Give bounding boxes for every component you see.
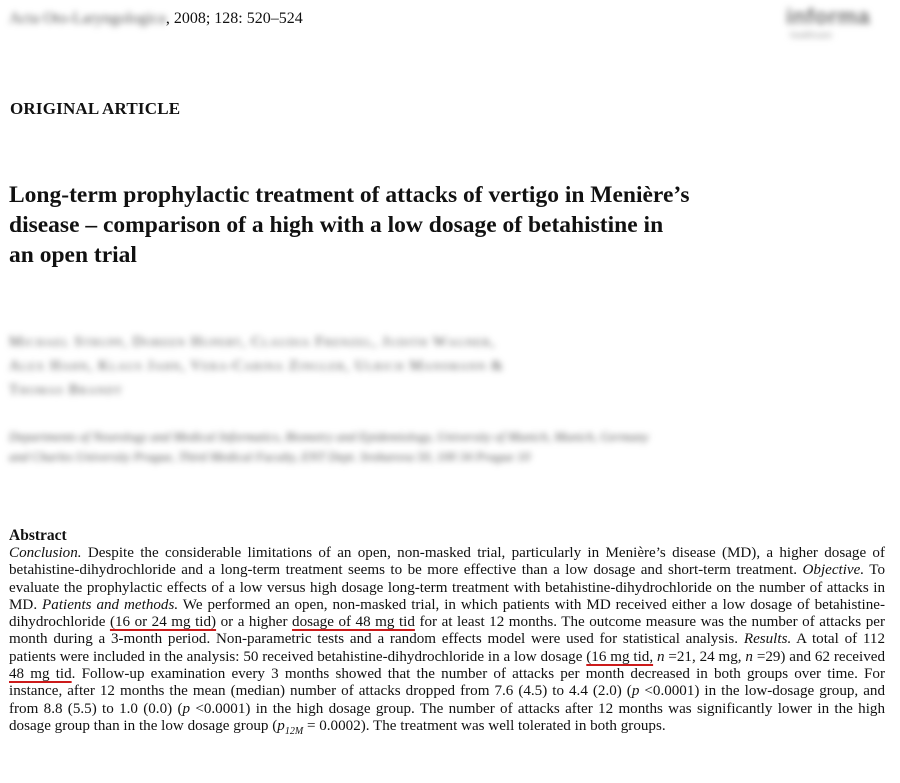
conclusion-text: Despite the considerable limitations of an open, non-masked trial, particularly in Menière’s disease (MD), a higher dosage of betahistine-dihydrochloride and a long-term treatment seems to be more effective than a low dosage and short-term treatment. bbox=[9, 545, 885, 579]
abstract-body bbox=[9, 545, 885, 740]
n-symbol: n bbox=[656, 648, 665, 665]
dose-high-highlight: dosage of 48 mg tid bbox=[292, 614, 415, 631]
abstract-heading: Abstract bbox=[9, 527, 67, 544]
journal-citation bbox=[9, 10, 303, 28]
methods-text: We performed an open, non-masked trial, in which patients with MD received either a low dosage of betahistine-dihydrochloride bbox=[9, 596, 885, 631]
title-line: Long-term prophylactic treatment of attacks of vertigo in Menière’s bbox=[9, 182, 690, 208]
journal-name: Acta Oto-Laryngologica bbox=[9, 10, 166, 27]
author-line: Michael Strupp, Doreen Hupert, Claudia Frenzel, Judith Wagner, bbox=[9, 334, 496, 350]
author-line: Alex Hahn, Klaus Jahn, Vera-Carina Zingler, Ulrich Mansmann & bbox=[9, 358, 504, 374]
results-label: Results. bbox=[743, 631, 792, 648]
section-label: ORIGINAL ARTICLE bbox=[10, 99, 181, 118]
title-line: disease – comparison of a high with a low dosage of betahistine in bbox=[9, 212, 664, 238]
methods-text: or a higher bbox=[216, 614, 293, 631]
methods-text: for at least 12 months. The outcome measure was the number of attacks per month during a 3-month period. Non-parametric tests and a random effects model were used for statistical analysis. bbox=[9, 614, 885, 648]
p-symbol: p bbox=[631, 683, 640, 700]
results-text: =29) and 62 received bbox=[752, 648, 885, 665]
affiliation-line: Departments of Neurology and Medical Informatics, Biometry and Epidemiology, University of Munich, Munich, Germany bbox=[9, 429, 649, 444]
results-text: = 0.0002). The treatment was well tolerated in both groups. bbox=[303, 717, 666, 734]
title-line: an open trial bbox=[9, 242, 137, 268]
n-symbol: n bbox=[745, 648, 753, 665]
dose-16-text: (16 mg tid, bbox=[586, 648, 654, 665]
results-text: <0.0001) in the high dosage group. The number of attacks after 12 months was significantly lower in the high dosage group than in the low dosage group ( bbox=[9, 700, 885, 734]
dose-16-highlight bbox=[586, 649, 653, 665]
results-text: <0.0001) in the low-dosage group, and from 8.8 (5.5) to 1.0 (0.0) ( bbox=[9, 683, 885, 717]
publisher-logo: informa healthcare bbox=[786, 4, 871, 40]
results-text: =21, 24 mg, bbox=[664, 648, 746, 665]
conclusion-label: Conclusion. bbox=[9, 545, 82, 561]
dose-48-highlight: 48 mg tid bbox=[9, 666, 72, 683]
journal-volume: , 2008; 128: 520–524 bbox=[165, 10, 303, 27]
results-text: . Follow-up examination every 3 months showed that the number of attacks per month decreased in both groups over time. For instance, after 12 months the mean (median) number of attacks dropped from 7.6 (4.5) to 4.4 (2.0) ( bbox=[9, 666, 885, 700]
affiliations bbox=[9, 427, 889, 467]
affiliation-line: and Charles University Prague, Third Medical Faculty, ENT Dept. Srobarova 50, 100 34 Prague 10 bbox=[9, 449, 531, 464]
objective-text: To evaluate the prophylactic effects of a low versus high dosage long-term treatment with betahistine-dihydrochloride on the number of attacks in MD. bbox=[9, 562, 885, 613]
article-title bbox=[9, 180, 889, 270]
objective-label: Objective. bbox=[802, 562, 865, 579]
author-line: Thomas Brandt bbox=[9, 382, 123, 398]
p-symbol: p bbox=[277, 717, 285, 734]
methods-label: Patients and methods. bbox=[42, 596, 179, 613]
author-list bbox=[9, 330, 889, 402]
p-subscript: 12M bbox=[284, 725, 304, 737]
results-text: A total of 112 patients were included in the analysis: 50 received betahistine-dihydrochloride in a low dosage bbox=[9, 631, 885, 665]
dose-low-highlight: (16 or 24 mg tid) bbox=[109, 614, 217, 631]
p-symbol: p bbox=[182, 700, 191, 717]
